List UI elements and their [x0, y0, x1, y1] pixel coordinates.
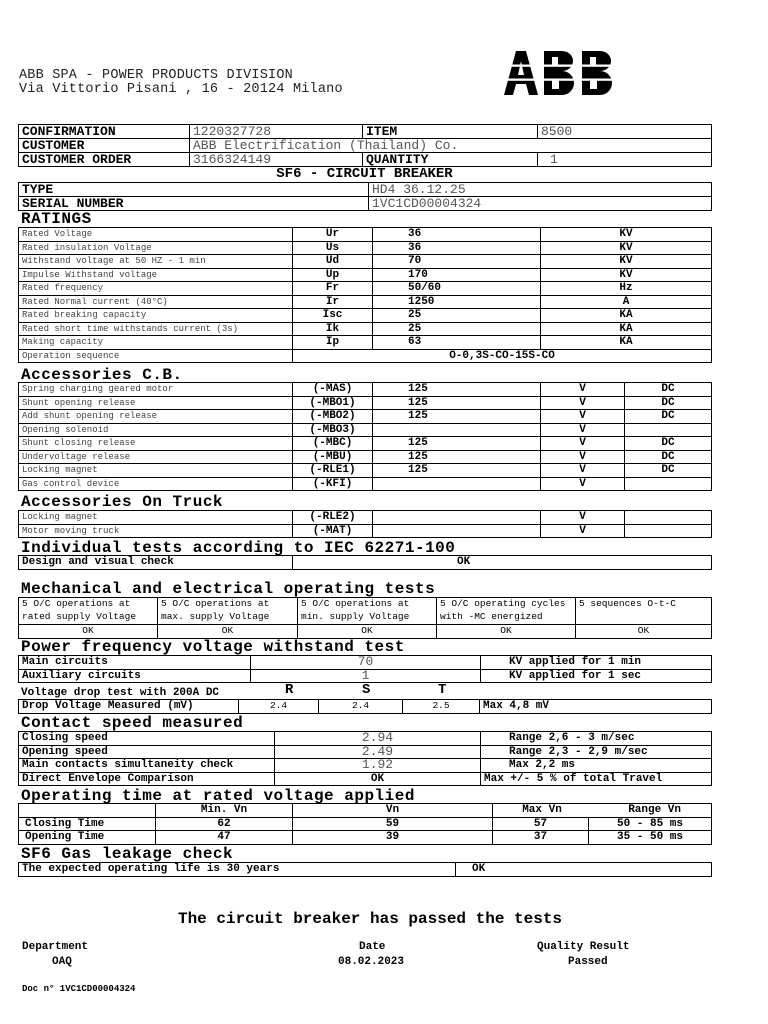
operation-sequence-label: Operation sequence	[19, 349, 293, 363]
accessory-row	[19, 437, 712, 451]
accessory-label: Add shunt opening release	[19, 410, 293, 424]
accessory-label: Shunt closing release	[19, 437, 293, 451]
speed-row	[19, 759, 712, 773]
mech-test-line1: 5 O/C operations at	[161, 598, 270, 609]
rating-symbol: Fr	[293, 282, 373, 296]
rating-symbol: Ud	[293, 255, 373, 269]
rating-row	[19, 336, 712, 350]
operating-time-label: Opening Time	[19, 831, 156, 845]
operating-time-table	[18, 803, 712, 845]
power-frequency-heading: Power frequency voltage withstand test	[21, 638, 405, 656]
mech-test-result: OK	[576, 625, 712, 639]
accessory-row	[19, 396, 712, 410]
customer-value: ABB Electrification (Thailand) Co.	[190, 139, 712, 153]
accessory-unit: V	[541, 396, 625, 410]
accessory-value: 125	[373, 450, 541, 464]
confirmation-label: CONFIRMATION	[19, 125, 190, 139]
mech-test-line1: 5 O/C operations at	[301, 598, 410, 609]
speed-row	[19, 732, 712, 746]
passed-statement: The circuit breaker has passed the tests	[177, 910, 563, 928]
date-value: 08.02.2023	[338, 956, 405, 968]
accessory-code: (-MBO3)	[293, 423, 373, 437]
drop-max-value: Max 4,8 mV	[480, 700, 712, 714]
customer-order-value: 3166324149	[190, 153, 363, 167]
rating-value: 63	[373, 336, 541, 350]
accessory-row	[19, 450, 712, 464]
rating-symbol: Isc	[293, 309, 373, 323]
rating-value: 25	[373, 309, 541, 323]
mech-test-line2: rated supply Voltage	[22, 610, 137, 622]
rating-value: 170	[373, 268, 541, 282]
speed-value: 1.92	[275, 759, 481, 773]
document-title: SF6 - CIRCUIT BREAKER	[276, 166, 453, 182]
accessory-value	[373, 477, 541, 491]
accessory-type: DC	[625, 437, 712, 451]
col-min-vn: Min. Vn	[156, 804, 293, 818]
accessory-value: 125	[373, 437, 541, 451]
accessory-unit: V	[541, 511, 625, 525]
rating-symbol: Ik	[293, 322, 373, 336]
quantity-value: 1	[538, 153, 712, 167]
speed-range: Max 2,2 ms	[481, 759, 712, 773]
rating-label: Impulse Withstand voltage	[19, 268, 293, 282]
accessory-unit: V	[541, 464, 625, 478]
operating-time-row	[19, 831, 712, 845]
accessory-unit: V	[541, 423, 625, 437]
rating-label: Rated Normal current (40°C)	[19, 295, 293, 309]
quantity-label: QUANTITY	[363, 153, 538, 167]
type-table	[18, 182, 712, 211]
rating-value: 50/60	[373, 282, 541, 296]
operating-time-heading: Operating time at rated voltage applied	[21, 787, 415, 805]
gas-leakage-heading: SF6 Gas leakage check	[21, 845, 234, 863]
rating-label: Rated breaking capacity	[19, 309, 293, 323]
accessory-value: 125	[373, 396, 541, 410]
rating-row	[19, 282, 712, 296]
accessories-cb-heading: Accessories C.B.	[21, 366, 183, 384]
accessory-code: (-MBU)	[293, 450, 373, 464]
rating-value: 25	[373, 322, 541, 336]
accessory-label: Locking magnet	[19, 511, 293, 525]
accessories-truck-table	[18, 510, 712, 538]
accessory-type	[625, 511, 712, 525]
rating-value: 70	[373, 255, 541, 269]
drop-s-value: 2.4	[319, 700, 403, 714]
quality-result-value: Passed	[568, 956, 608, 968]
drop-r-value: 2.4	[239, 700, 319, 714]
accessory-unit: V	[541, 524, 625, 538]
mech-test-line2: max. supply Voltage	[161, 610, 270, 622]
customer-label: CUSTOMER	[19, 139, 190, 153]
rating-unit: KA	[541, 336, 712, 350]
rating-label: Rated Voltage	[19, 228, 293, 242]
accessory-code: (-RLE1)	[293, 464, 373, 478]
operating-time-vn: 59	[293, 817, 493, 831]
company-address: Via Vittorio Pisani , 16 - 20124 Milano	[19, 82, 343, 97]
accessory-value	[373, 423, 541, 437]
rating-symbol: Ip	[293, 336, 373, 350]
mech-test-description	[298, 598, 437, 625]
mech-test-line1: 5 O/C operating cycles	[440, 598, 566, 609]
confirmation-value: 1220327728	[190, 125, 363, 139]
accessory-unit: V	[541, 477, 625, 491]
drop-voltage-label: Drop Voltage Measured (mV)	[19, 700, 239, 714]
accessory-unit: V	[541, 383, 625, 397]
gas-leakage-value: OK	[456, 863, 712, 877]
rating-value: 1250	[373, 295, 541, 309]
operating-time-max: 57	[493, 817, 589, 831]
date-label: Date	[359, 941, 386, 953]
accessory-type	[625, 423, 712, 437]
rating-unit: KV	[541, 241, 712, 255]
accessory-value	[373, 511, 541, 525]
rating-label: Making capacity	[19, 336, 293, 350]
rating-row	[19, 268, 712, 282]
accessory-row	[19, 464, 712, 478]
col-max-vn: Max Vn	[522, 804, 562, 817]
accessory-code: (-MBO2)	[293, 410, 373, 424]
abb-logo	[502, 51, 618, 95]
main-circuits-value: 70	[251, 656, 481, 670]
gas-leakage-label: The expected operating life is 30 years	[19, 863, 456, 877]
accessory-code: (-MAT)	[293, 524, 373, 538]
accessory-type: DC	[625, 383, 712, 397]
col-vn: Vn	[293, 804, 493, 818]
rating-label: Withstand voltage at 50 HZ - 1 min	[19, 255, 293, 269]
mech-test-result: OK	[19, 625, 158, 639]
speed-row	[19, 772, 712, 786]
operation-sequence-value: O-0,3S-CO-15S-CO	[293, 349, 712, 363]
power-frequency-table	[18, 655, 712, 683]
accessory-type: DC	[625, 410, 712, 424]
accessory-value: 125	[373, 410, 541, 424]
rating-row	[19, 295, 712, 309]
document-number: Doc n° 1VC1CD00004324	[22, 984, 136, 994]
accessory-label: Opening solenoid	[19, 423, 293, 437]
mech-test-description	[576, 598, 712, 625]
rating-label: Rated insulation Voltage	[19, 241, 293, 255]
accessory-value: 125	[373, 464, 541, 478]
individual-tests-heading: Individual tests according to IEC 62271-100	[21, 539, 456, 557]
drop-t-value: 2.5	[403, 700, 480, 714]
accessory-type: DC	[625, 396, 712, 410]
speed-value: 2.94	[275, 732, 481, 746]
accessory-label: Gas control device	[19, 477, 293, 491]
main-circuits-note: KV applied for 1 min	[481, 656, 712, 670]
accessory-label: Locking magnet	[19, 464, 293, 478]
col-range-vn: Range Vn	[628, 804, 682, 817]
rating-row	[19, 322, 712, 336]
phase-t-label: T	[438, 682, 447, 698]
speed-label: Closing speed	[19, 732, 275, 746]
accessory-row	[19, 477, 712, 491]
ratings-heading: RATINGS	[21, 210, 92, 228]
mech-test-line2: min. supply Voltage	[301, 610, 410, 622]
quality-result-label: Quality Result	[537, 941, 630, 953]
operating-time-label: Closing Time	[19, 817, 156, 831]
order-info-table	[18, 124, 712, 167]
customer-order-label: CUSTOMER ORDER	[19, 153, 190, 167]
accessories-cb-table	[18, 382, 712, 491]
accessory-label: Shunt opening release	[19, 396, 293, 410]
speed-label: Direct Envelope Comparison	[19, 772, 275, 786]
speed-range: Range 2,3 - 2,9 m/sec	[481, 745, 712, 759]
mech-test-result: OK	[437, 625, 576, 639]
auxiliary-circuits-note: KV applied for 1 sec	[481, 669, 712, 683]
accessory-type	[625, 524, 712, 538]
accessory-value: 125	[373, 383, 541, 397]
speed-value: 2.49	[275, 745, 481, 759]
operating-time-min: 47	[156, 831, 293, 845]
serial-label: SERIAL NUMBER	[19, 197, 369, 211]
speed-row	[19, 745, 712, 759]
design-check-table	[18, 555, 712, 570]
speed-range: Range 2,6 - 3 m/sec	[481, 732, 712, 746]
mech-test-description	[158, 598, 298, 625]
voltage-drop-heading: Voltage drop test with 200A DC	[21, 687, 220, 699]
accessory-unit: V	[541, 410, 625, 424]
contact-speed-heading: Contact speed measured	[21, 714, 244, 732]
rating-row	[19, 241, 712, 255]
rating-value: 36	[373, 228, 541, 242]
mech-test-description	[19, 598, 158, 625]
rating-label: Rated frequency	[19, 282, 293, 296]
rating-unit: KV	[541, 228, 712, 242]
type-value: HD4 36.12.25	[369, 183, 712, 197]
rating-row	[19, 309, 712, 323]
design-check-value: OK	[293, 556, 712, 570]
mech-test-result: OK	[298, 625, 437, 639]
rating-unit: KA	[541, 309, 712, 323]
accessory-row	[19, 511, 712, 525]
operating-time-min: 62	[156, 817, 293, 831]
rating-label: Rated short time withstands current (3s)	[19, 322, 293, 336]
rating-value: 36	[373, 241, 541, 255]
mechanical-tests-heading: Mechanical and electrical operating tests	[21, 580, 436, 598]
mech-test-result: OK	[158, 625, 298, 639]
operating-time-max: 37	[493, 831, 589, 845]
company-name: ABB SPA - POWER PRODUCTS DIVISION	[19, 68, 293, 83]
accessories-truck-heading: Accessories On Truck	[21, 493, 224, 511]
accessory-label: Motor moving truck	[19, 524, 293, 538]
main-circuits-label: Main circuits	[19, 656, 251, 670]
speed-value: OK	[275, 772, 481, 786]
accessory-unit: V	[541, 437, 625, 451]
operating-time-range: 50 - 85 ms	[589, 817, 712, 831]
speed-label: Main contacts simultaneity check	[19, 759, 275, 773]
design-check-label: Design and visual check	[19, 556, 293, 570]
auxiliary-circuits-label: Auxiliary circuits	[19, 669, 251, 683]
department-value: OAQ	[52, 956, 72, 968]
rating-unit: A	[541, 295, 712, 309]
department-label: Department	[22, 941, 89, 953]
operating-time-row	[19, 817, 712, 831]
operating-time-range: 35 - 50 ms	[589, 831, 712, 845]
serial-value: 1VC1CD00004324	[369, 197, 712, 211]
accessory-type: DC	[625, 464, 712, 478]
accessory-value	[373, 524, 541, 538]
accessory-code: (-MBC)	[293, 437, 373, 451]
accessory-type: DC	[625, 450, 712, 464]
accessory-row	[19, 410, 712, 424]
item-label: ITEM	[363, 125, 538, 139]
accessory-type	[625, 477, 712, 491]
phase-r-label: R	[285, 682, 294, 698]
rating-symbol: Us	[293, 241, 373, 255]
accessory-unit: V	[541, 450, 625, 464]
type-label: TYPE	[19, 183, 369, 197]
accessory-code: (-KFI)	[293, 477, 373, 491]
speed-range: Max +/- 5 % of total Travel	[481, 772, 712, 786]
item-value: 8500	[538, 125, 712, 139]
rating-symbol: Ir	[293, 295, 373, 309]
accessory-label: Undervoltage release	[19, 450, 293, 464]
accessory-label: Spring charging geared motor	[19, 383, 293, 397]
rating-unit: KA	[541, 322, 712, 336]
mechanical-tests-table	[18, 597, 712, 639]
accessory-row	[19, 524, 712, 538]
auxiliary-circuits-value: 1	[251, 669, 481, 683]
accessory-row	[19, 423, 712, 437]
rating-unit: Hz	[541, 282, 712, 296]
ratings-table	[18, 227, 712, 363]
mech-test-line1: 5 O/C operations at	[22, 598, 131, 609]
rating-unit: KV	[541, 268, 712, 282]
mech-test-description	[437, 598, 576, 625]
speed-label: Opening speed	[19, 745, 275, 759]
accessory-row	[19, 383, 712, 397]
phase-s-label: S	[362, 682, 371, 698]
gas-leakage-table	[18, 862, 712, 877]
voltage-drop-table	[18, 699, 712, 714]
mech-test-line1: 5 sequences O-t-C	[579, 598, 676, 609]
accessory-code: (-MAS)	[293, 383, 373, 397]
rating-row	[19, 228, 712, 242]
mech-test-line2: with -MC energized	[440, 610, 543, 622]
rating-symbol: Ur	[293, 228, 373, 242]
rating-symbol: Up	[293, 268, 373, 282]
accessory-code: (-RLE2)	[293, 511, 373, 525]
contact-speed-table	[18, 731, 712, 786]
rating-unit: KV	[541, 255, 712, 269]
rating-row	[19, 255, 712, 269]
operating-time-vn: 39	[293, 831, 493, 845]
accessory-code: (-MBO1)	[293, 396, 373, 410]
